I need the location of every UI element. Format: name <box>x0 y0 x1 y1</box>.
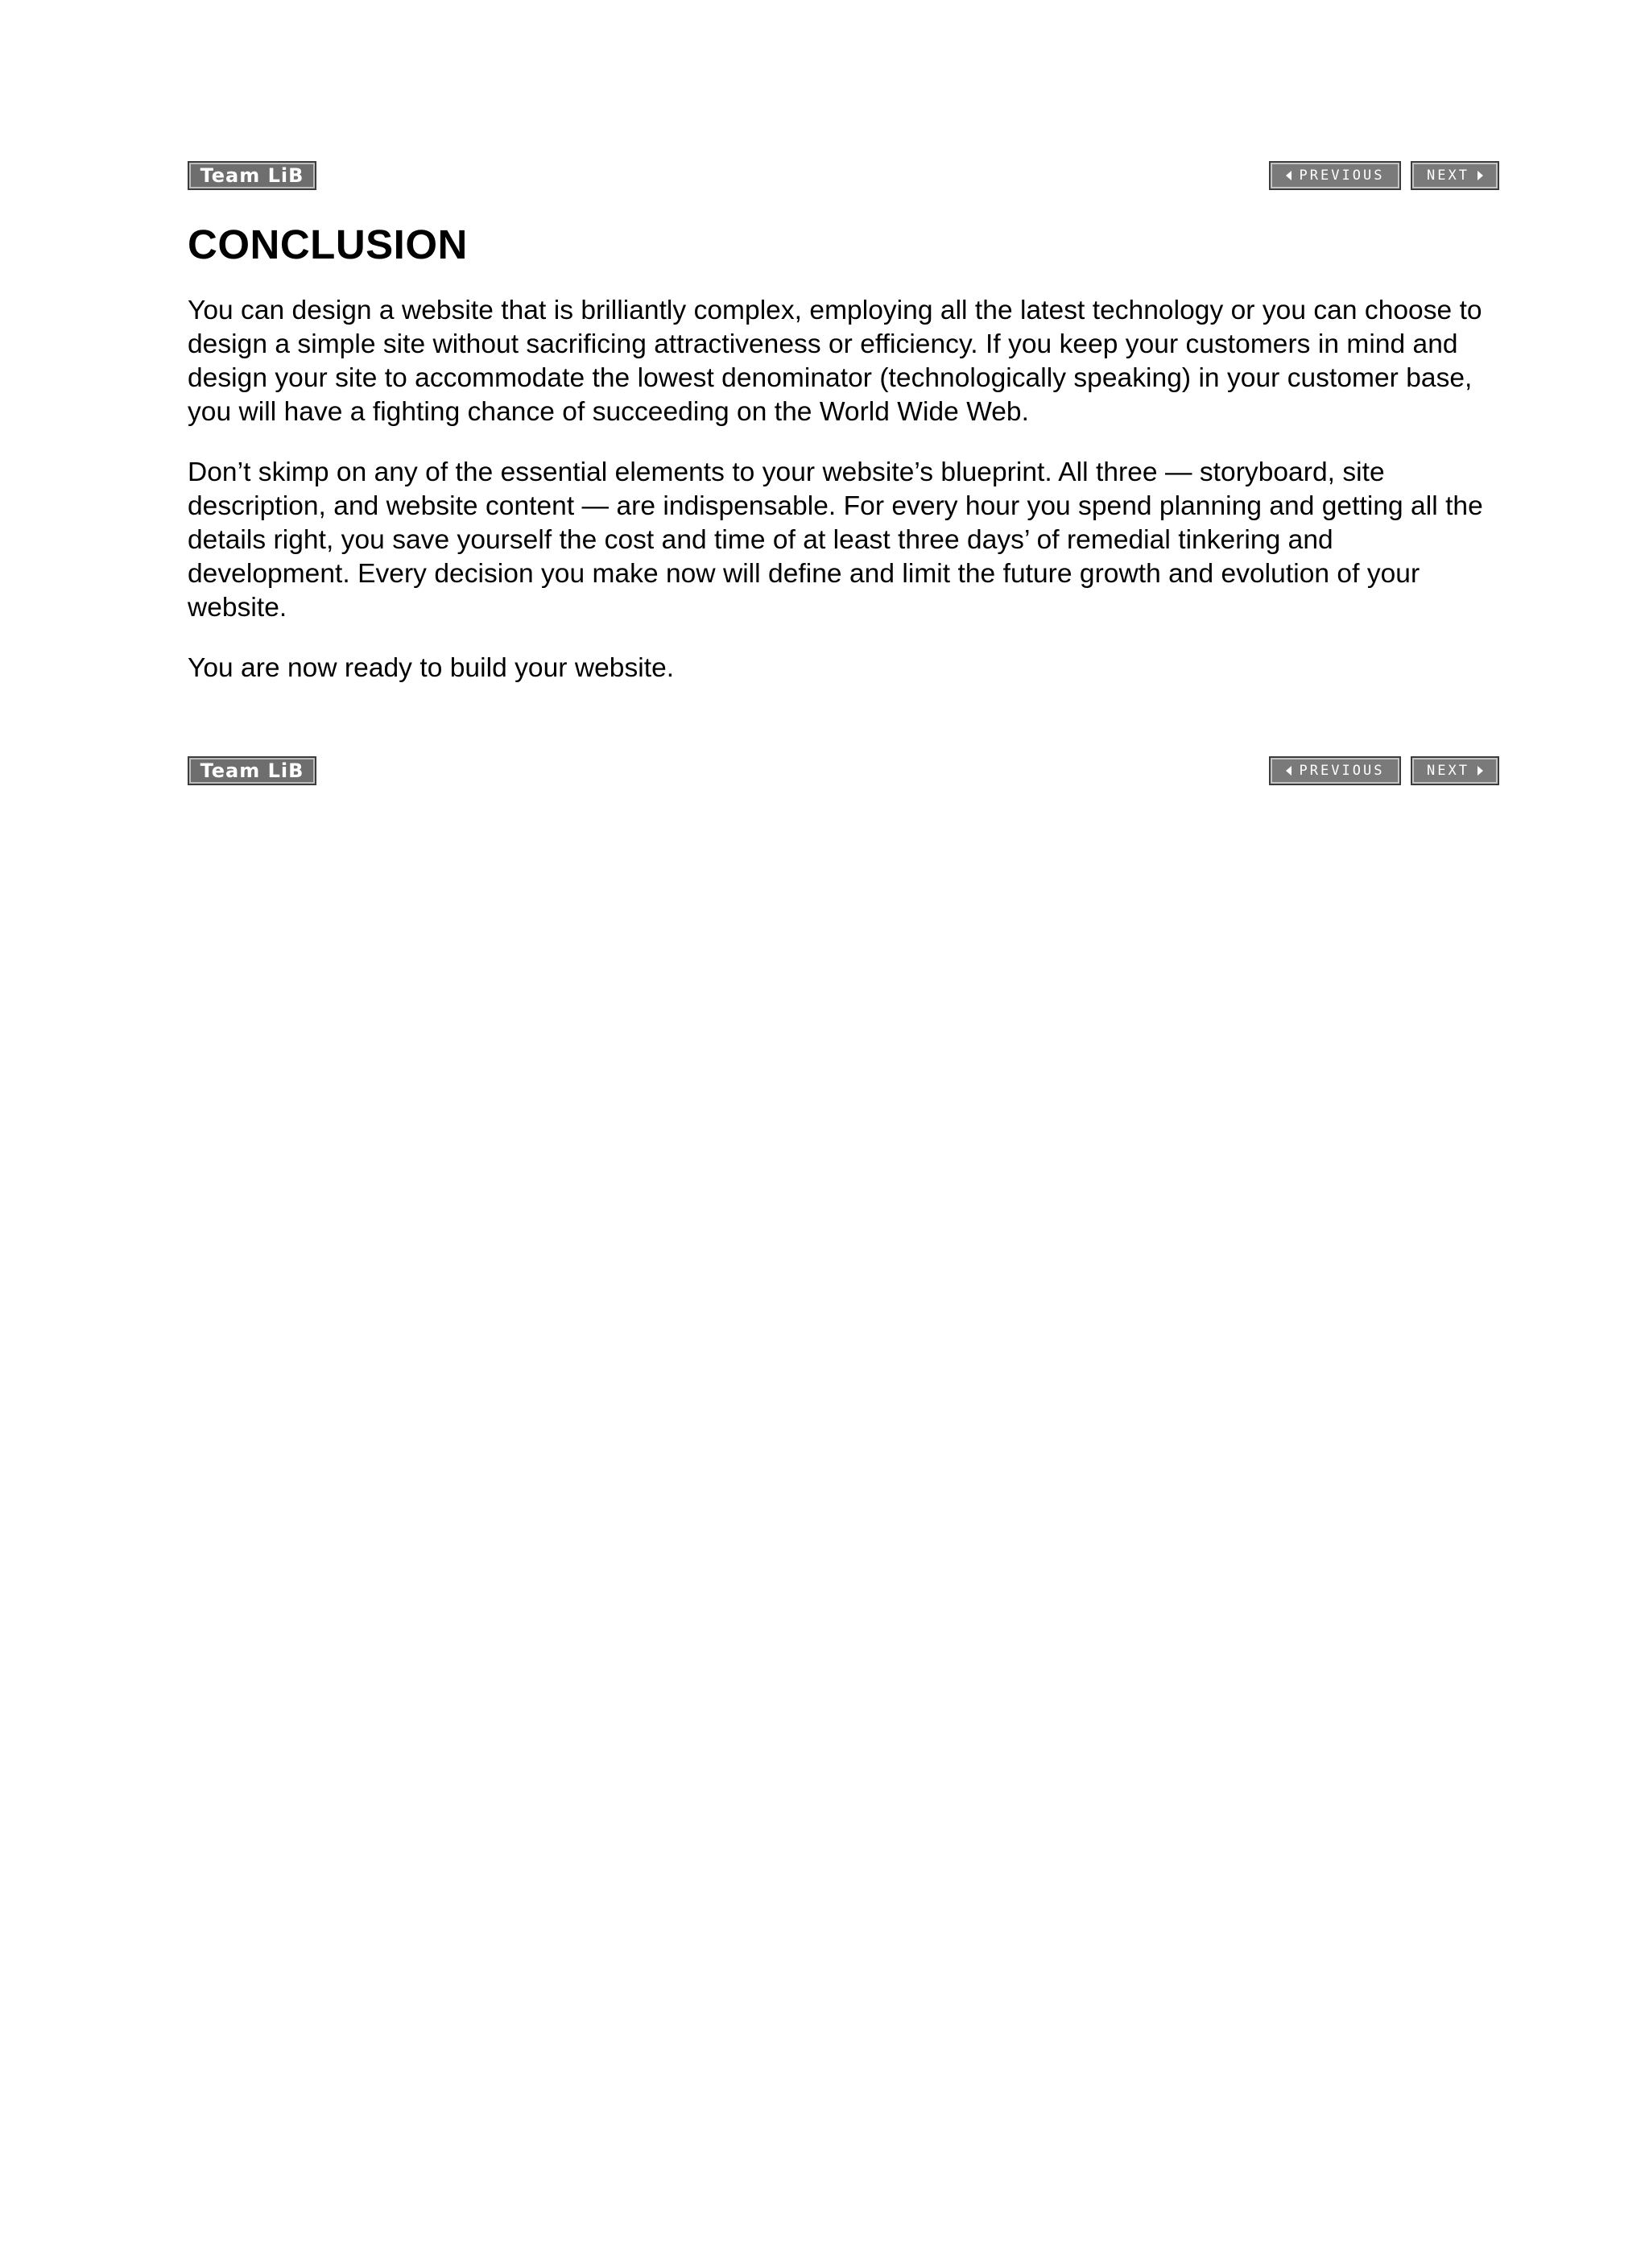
previous-button[interactable] <box>1269 756 1401 785</box>
team-lib-logo[interactable] <box>188 756 316 785</box>
paragraph: Don’t skimp on any of the essential elements to your website’s blueprint. All three — storyboard, site description, and website content — are indispensable. For every hour you spend planning and getting all the details right, you save yourself the cost and time of at least three days’ of remedial tinkering and development. Every decision you make now will define and limit the future growth and evolution of your website. <box>188 457 1483 623</box>
next-label: NEXT <box>1427 167 1469 184</box>
top-navigation-bar <box>188 161 1500 193</box>
team-lib-label: Team LiB <box>200 164 304 187</box>
previous-button[interactable] <box>1269 161 1401 190</box>
next-button[interactable] <box>1411 161 1499 190</box>
article-body <box>188 294 1500 712</box>
paragraph: You can design a website that is brilliantly complex, employing all the latest technology or you can choose to design a simple site without sacrificing attractiveness or efficiency. If you keep your customers in mind and design your site to accommodate the lowest denominator (technologically speaking) in your customer base, you will have a fighting chance of succeeding on the World Wide Web. <box>188 296 1482 427</box>
arrow-left-icon <box>1286 171 1292 180</box>
arrow-left-icon <box>1286 766 1292 776</box>
arrow-right-icon <box>1477 171 1483 180</box>
arrow-right-icon <box>1477 766 1483 776</box>
previous-label: PREVIOUS <box>1299 762 1385 779</box>
team-lib-label: Team LiB <box>200 759 304 782</box>
next-label: NEXT <box>1427 762 1469 779</box>
team-lib-logo[interactable] <box>188 161 316 190</box>
bottom-navigation-bar <box>188 756 1500 788</box>
next-button[interactable] <box>1411 756 1499 785</box>
paragraph: You are now ready to build your website. <box>188 653 675 683</box>
page-title: CONCLUSION <box>188 221 468 267</box>
previous-label: PREVIOUS <box>1299 167 1385 184</box>
